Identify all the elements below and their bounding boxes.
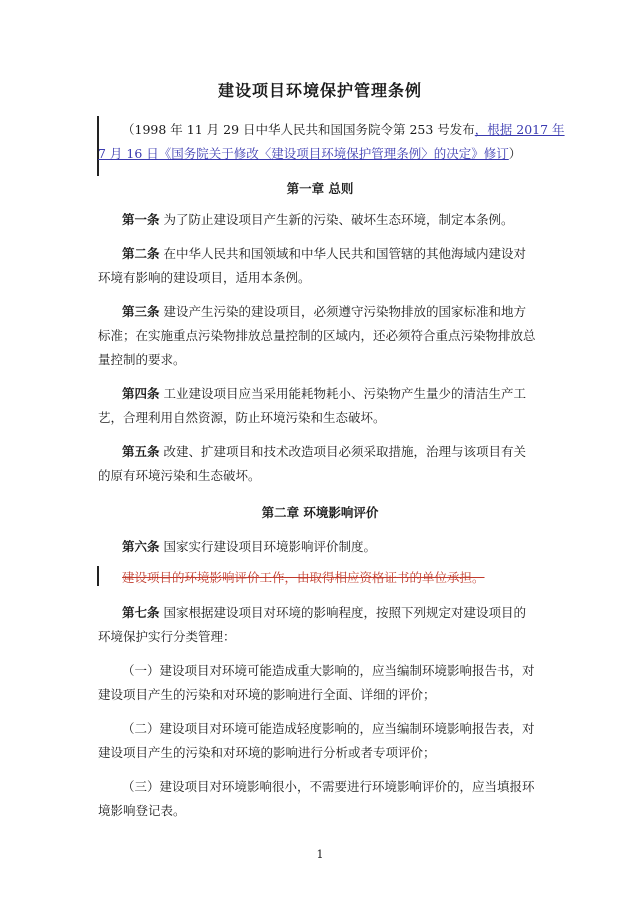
item-2-line-1: （二）建设项目对环境可能造成轻度影响的，应当编制环境影响报告表，对 — [122, 721, 535, 736]
article-6 — [122, 537, 376, 557]
revision-bar — [97, 566, 99, 586]
article-text: 为了防止建设项目产生新的污染、破坏生态环境，制定本条例。 — [163, 212, 514, 227]
chapter-2-heading: 第二章 环境影响评价 — [261, 505, 379, 520]
article-2-line-2: 环境有影响的建设项目，适用本条例。 — [98, 270, 311, 285]
article-label: 第三条 — [122, 304, 160, 319]
preamble-line-2 — [98, 144, 521, 164]
article-text: 改建、扩建项目和技术改造项目必须采取措施，治理与该项目有关 — [163, 444, 527, 459]
article-label: 第五条 — [122, 444, 160, 459]
preamble-text: （1998 年 11 月 29 日中华人民共和国国务院令第 253 号发布 — [122, 122, 475, 137]
article-label: 第一条 — [122, 212, 160, 227]
article-4-line-1 — [122, 384, 526, 404]
document-title: 建设项目环境保护管理条例 — [217, 81, 422, 100]
article-label: 第四条 — [122, 386, 160, 401]
article-text: 建设产生污染的建设项目，必须遵守污染物排放的国家标准和地方 — [163, 304, 527, 319]
item-2-line-2: 建设项目产生的污染和对环境的影响进行分析或者专项评价； — [98, 745, 436, 760]
item-3-line-2: 境影响登记表。 — [98, 803, 186, 818]
article-7-line-2: 环境保护实行分类管理： — [98, 629, 236, 644]
preamble-text: ） — [508, 146, 522, 161]
deleted-text: 建设项目的环境影响评价工作，由取得相应资格证书的单位承担。 — [122, 570, 485, 585]
article-5-line-2: 的原有环境污染和生态破坏。 — [98, 468, 261, 483]
article-2-line-1 — [122, 244, 526, 264]
article-5-line-1 — [122, 442, 526, 462]
inserted-text: ，根据 2017 年 — [474, 122, 565, 137]
article-text: 国家实行建设项目环境影响评价制度。 — [163, 539, 377, 554]
preamble-line-1 — [122, 120, 565, 140]
article-text: 国家根据建设项目对环境的影响程度，按照下列规定对建设项目的 — [163, 605, 527, 620]
article-3-line-3: 量控制的要求。 — [98, 352, 186, 367]
article-text: 在中华人民共和国领域和中华人民共和国管辖的其他海域内建设对 — [163, 246, 527, 261]
article-4-line-2: 艺，合理利用自然资源，防止环境污染和生态破坏。 — [98, 410, 386, 425]
item-3-line-1: （三）建设项目对环境影响很小，不需要进行环境影响评价的，应当填报环 — [122, 779, 535, 794]
item-1-line-1: （一）建设项目对环境可能造成重大影响的，应当编制环境影响报告书，对 — [122, 663, 535, 678]
page-number: 1 — [316, 848, 324, 861]
article-label: 第七条 — [122, 605, 160, 620]
article-1 — [122, 210, 514, 230]
article-7-line-1 — [122, 603, 526, 623]
chapter-1-heading: 第一章 总则 — [286, 181, 354, 196]
inserted-text: 7 月 16 日《国务院关于修改〈建设项目环境保护管理条例〉的决定》修订 — [98, 146, 509, 161]
article-label: 第二条 — [122, 246, 160, 261]
article-3-line-1 — [122, 302, 526, 322]
deleted-sentence — [122, 568, 485, 588]
article-text: 工业建设项目应当采用能耗物耗小、污染物产生量少的清洁生产工 — [163, 386, 527, 401]
article-3-line-2: 标准；在实施重点污染物排放总量控制的区域内，还必须符合重点污染物排放总 — [98, 328, 536, 343]
article-label: 第六条 — [122, 539, 160, 554]
item-1-line-2: 建设项目产生的污染和对环境的影响进行全面、详细的评价； — [98, 687, 436, 702]
